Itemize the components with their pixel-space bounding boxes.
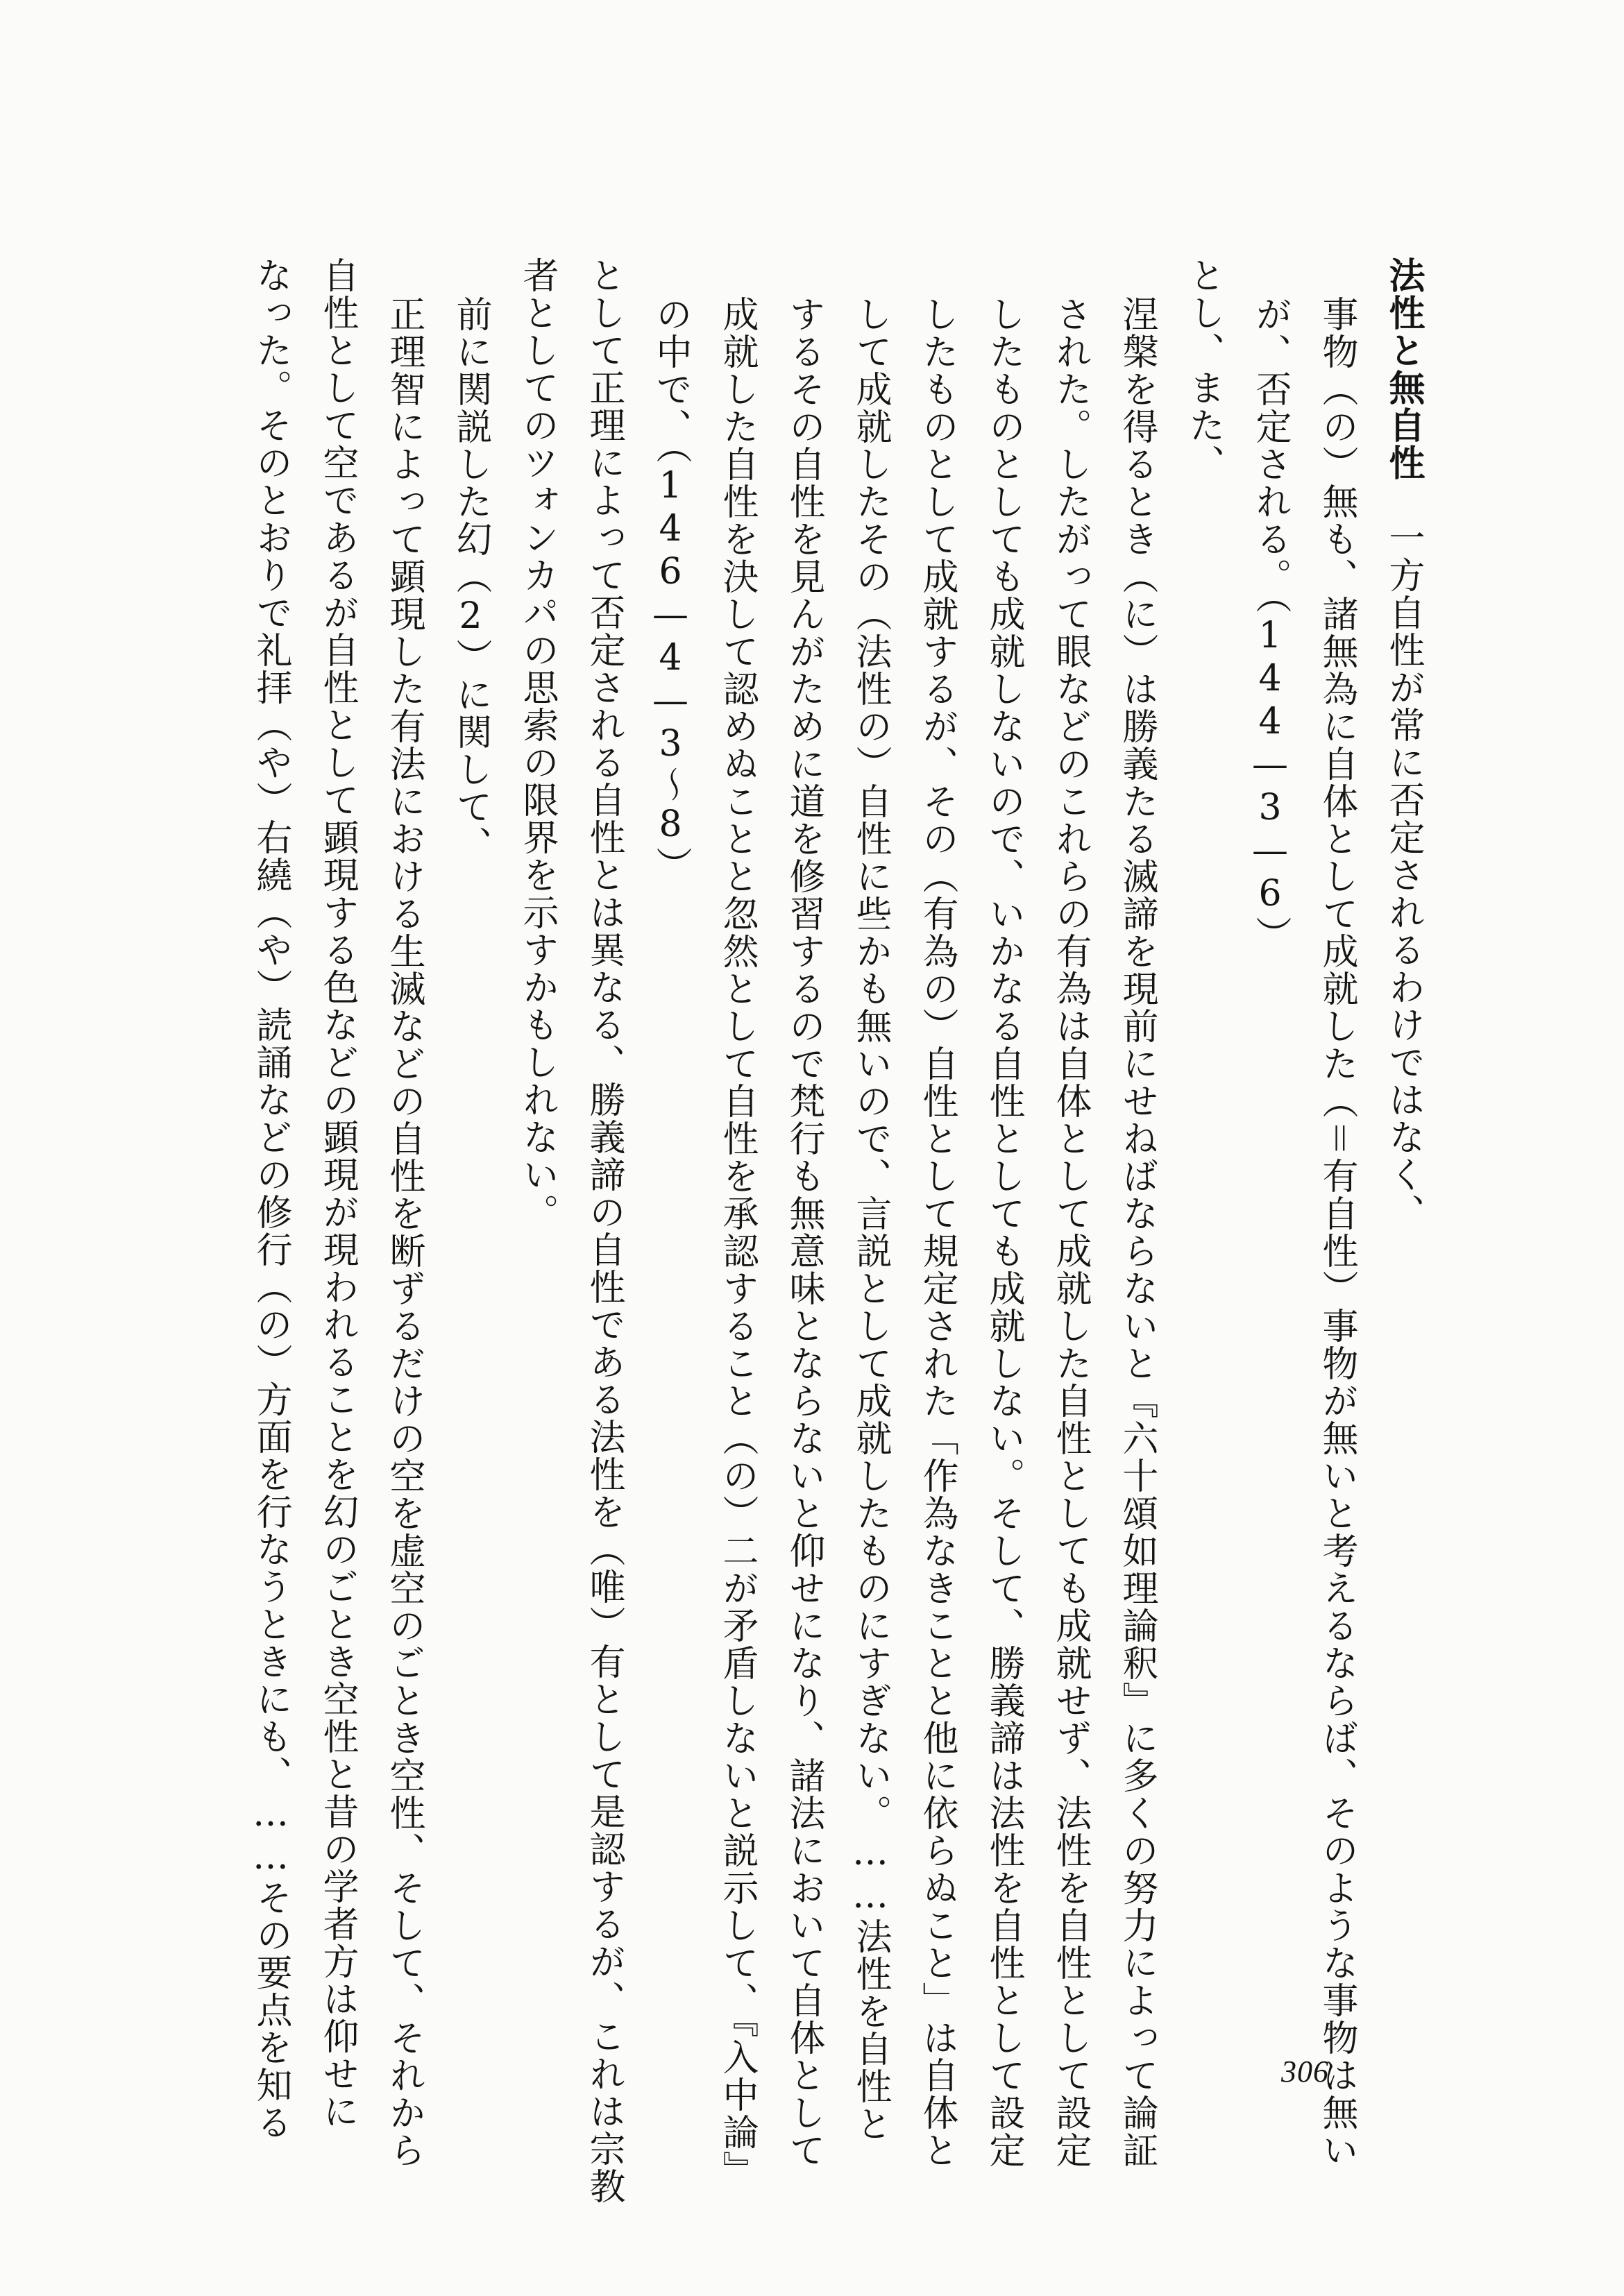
column-text: したものとしても成就しないので、いかなる自性としても成就しない。そして、勝義諦は法性を自性として設定 bbox=[983, 296, 1024, 2169]
text-column bbox=[837, 257, 904, 2143]
column-text: して成就したその（法性の）自性に些かも無いので、言説として成就したものにすぎない。……法性を自性と bbox=[849, 296, 891, 2143]
column-text: なった。そのとおりで礼拝（や）右繞（や）読誦などの修行（の）方面を行なうときにも、……その要点を知る bbox=[250, 257, 291, 2141]
column-text: 一方自性が常に否定されるわけではなく、 bbox=[1382, 519, 1424, 1231]
column-text: 自性として空であるが自性として顕現する色などの顕現が現われることを幻のごとき空性と昔の学者方は仰せに bbox=[316, 257, 358, 2130]
column-text: 者としてのツォンカパの思索の限界を示すかもしれない。 bbox=[516, 257, 558, 1231]
text-column bbox=[1037, 257, 1103, 2169]
text-column bbox=[504, 257, 570, 2033]
text-column bbox=[1103, 257, 1170, 2169]
text-column bbox=[904, 257, 970, 2169]
column-text: 涅槃を得るとき（に）は勝義たる滅諦を現前にせねばならないと『六十頌如理論釈』に多くの努力によって論証 bbox=[1116, 296, 1158, 2169]
text-column bbox=[437, 257, 504, 2033]
text-column bbox=[637, 257, 704, 2033]
column-text: 正理智によって顕現した有法における生滅などの自性を断ずるだけの空を虚空のごとき空性、そして、それから bbox=[383, 296, 425, 2169]
column-text: 成就した自性を決して認めぬことと忽然として自性を承認すること（の）二が矛盾しないと説示して、『入中論』 bbox=[716, 296, 758, 2188]
column-text: したものとして成就するが、その（有為の）自性として規定された「作為なきことと他に依らぬこと」は自体と bbox=[916, 296, 958, 2169]
text-column bbox=[1170, 257, 1237, 2033]
column-text: された。したがって眼などのこれらの有為は自体として成就した自性としても成就せず、法性を自性として設定 bbox=[1049, 296, 1091, 2169]
text-column bbox=[1370, 257, 1437, 2033]
section-heading: 法性と無自性 bbox=[1382, 257, 1425, 519]
text-column bbox=[304, 257, 371, 2130]
column-text: が、否定される。（144—3—6） bbox=[1249, 296, 1291, 953]
text-column bbox=[570, 257, 637, 2205]
column-text: 前に関説した幻（2）に関して、 bbox=[450, 296, 491, 863]
text-column bbox=[970, 257, 1037, 2169]
text-column bbox=[770, 257, 837, 2169]
column-text: とし、また、 bbox=[1183, 257, 1224, 482]
column-text: するその自性を見んがために道を修習するので梵行も無意味とならないと仰せになり、諸法において自体として bbox=[783, 296, 824, 2169]
page-number: 306 bbox=[1281, 2055, 1329, 2089]
column-text: 事物（の）無も、諸無為に自体として成就した（＝有自性）事物が無いと考えるならば、そのような事物は無い bbox=[1316, 296, 1357, 2169]
text-column bbox=[237, 257, 304, 2141]
text-column bbox=[371, 257, 437, 2169]
text-column bbox=[1237, 257, 1303, 2033]
column-text: として正理によって否定される自性とは異なる、勝義諦の自性である法性を（唯）有として是認するが、これは宗教 bbox=[583, 257, 625, 2205]
column-text: の中で、（146—4—3〜8） bbox=[650, 296, 691, 884]
text-column bbox=[704, 257, 770, 2188]
